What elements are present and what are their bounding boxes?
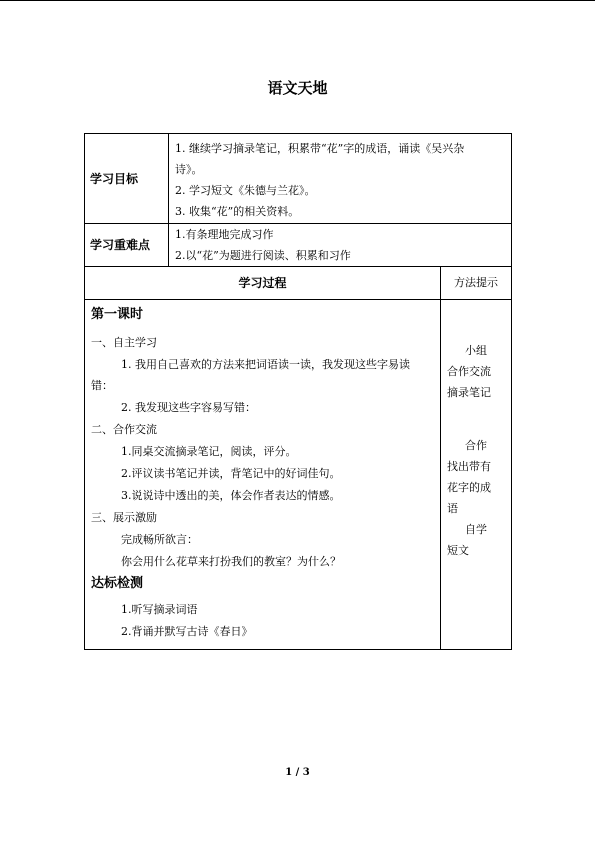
tip-line: 语 [447, 502, 458, 515]
tips-header: 方法提示 [441, 267, 512, 300]
check-heading: 达标检测 [91, 576, 144, 591]
process-header: 学习过程 [85, 267, 441, 300]
process-row [85, 300, 512, 650]
step-text: 1.同桌交流摘录笔记，阅读，评分。 [121, 445, 297, 458]
header-rule [0, 0, 595, 1]
tip-line: 找出带有 [447, 460, 491, 473]
key-points-row [85, 224, 512, 267]
step-text: 3.说说诗中透出的美，体会作者表达的情感。 [121, 489, 341, 502]
goals-content [169, 134, 512, 224]
section-heading: 二、合作交流 [91, 423, 157, 436]
check-item: 2.背诵并默写古诗《春日》 [121, 625, 253, 638]
goal-line: 3. 收集“花”的相关资料。 [175, 205, 300, 218]
key-points-content [169, 224, 512, 267]
check-item: 1.听写摘录词语 [121, 603, 198, 616]
tip-line: 合作 [465, 439, 487, 452]
key-points-label: 学习重难点 [85, 224, 169, 267]
goals-label: 学习目标 [85, 134, 169, 224]
key-point-line: 1.有条理地完成习作 [175, 228, 274, 241]
goal-line: 1. 继续学习摘录笔记，积累带“花”字的成语，诵读《吴兴杂 [175, 142, 465, 155]
goals-row [85, 134, 512, 224]
process-content [85, 300, 441, 650]
step-text: 2. 我发现这些字容易写错： [121, 401, 256, 414]
tip-line: 短文 [447, 544, 469, 557]
tip-line: 摘录笔记 [447, 386, 491, 399]
lesson-heading: 第一课时 [91, 307, 144, 322]
step-text: 2.评议读书笔记并读，背笔记中的好词佳句。 [121, 467, 341, 480]
tips-content [441, 300, 512, 650]
section-heading: 一、自主学习 [91, 336, 157, 349]
tip-line: 自学 [465, 523, 487, 536]
page-number: 1 / 3 [285, 767, 310, 778]
lesson-plan-table [84, 133, 512, 650]
step-text: 1. 我用自己喜欢的方法来把词语读一读，我发现这些字易读 [121, 358, 410, 371]
page-title: 语文天地 [267, 79, 328, 97]
tip-line: 花字的成 [447, 481, 491, 494]
goal-line: 诗》。 [175, 163, 203, 176]
step-text: 完成畅所欲言： [121, 533, 198, 546]
process-header-row [85, 267, 512, 300]
tip-line: 小组 [465, 344, 487, 357]
goal-line: 2. 学习短文《朱德与兰花》。 [175, 184, 316, 197]
step-text: 你会用什么花草来打扮我们的教室？为什么？ [121, 555, 341, 568]
tip-line: 合作交流 [447, 365, 491, 378]
step-text: 错： [91, 379, 113, 392]
section-heading: 三、展示激励 [91, 511, 157, 524]
key-point-line: 2.以“花”为题进行阅读、积累和习作 [175, 249, 351, 262]
